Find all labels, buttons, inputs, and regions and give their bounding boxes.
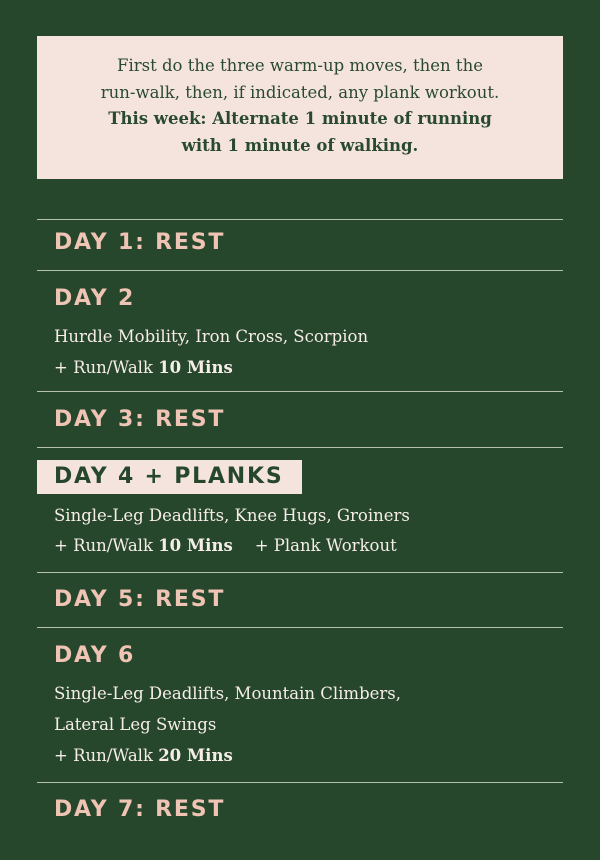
intro-line-1: First do the three warm-up moves, then the xyxy=(117,56,483,75)
divider-5 xyxy=(37,572,563,573)
intro-line-2: run-walk, then, if indicated, any plank workout. xyxy=(100,82,500,102)
intro-panel xyxy=(37,36,563,179)
day-6-run-duration: 20 Mins xyxy=(158,746,233,765)
day-6-run-prefix: + Run/Walk xyxy=(54,746,159,765)
intro-line-4: with 1 minute of walking. xyxy=(181,135,419,155)
day-2-heading: DAY 2 xyxy=(54,286,136,311)
day-2-run-walk xyxy=(54,357,233,379)
divider-2 xyxy=(37,270,563,271)
day-6-run-walk xyxy=(54,745,233,767)
day-2-run-duration: 10 Mins xyxy=(158,358,233,377)
day-4-moves: Single-Leg Deadlifts, Knee Hugs, Groiners xyxy=(54,506,410,525)
divider-4 xyxy=(37,447,563,448)
divider-6 xyxy=(37,627,563,628)
divider-1 xyxy=(37,219,563,220)
day-6-moves-line-2: Lateral Leg Swings xyxy=(54,715,217,734)
divider-3 xyxy=(37,391,563,392)
day-4-heading: DAY 4 + PLANKS xyxy=(37,460,302,494)
day-5-heading: DAY 5: REST xyxy=(54,587,226,612)
day-1-heading: DAY 1: REST xyxy=(54,230,226,255)
intro-line-3: This week: Alternate 1 minute of running xyxy=(108,109,492,128)
divider-7 xyxy=(37,782,563,783)
day-4-run-walk xyxy=(54,535,397,557)
day-7-heading: DAY 7: REST xyxy=(54,797,226,822)
day-2-moves: Hurdle Mobility, Iron Cross, Scorpion xyxy=(54,327,369,346)
day-6-heading: DAY 6 xyxy=(54,643,136,668)
day-6-moves-line-1: Single-Leg Deadlifts, Mountain Climbers, xyxy=(54,684,402,703)
day-2-run-prefix: + Run/Walk xyxy=(54,358,159,377)
day-4-run-prefix: + Run/Walk xyxy=(54,536,159,555)
day-3-heading: DAY 3: REST xyxy=(54,407,226,432)
day-4-run-duration: 10 Mins xyxy=(158,536,233,555)
day-4-plank-workout: + Plank Workout xyxy=(254,536,397,555)
